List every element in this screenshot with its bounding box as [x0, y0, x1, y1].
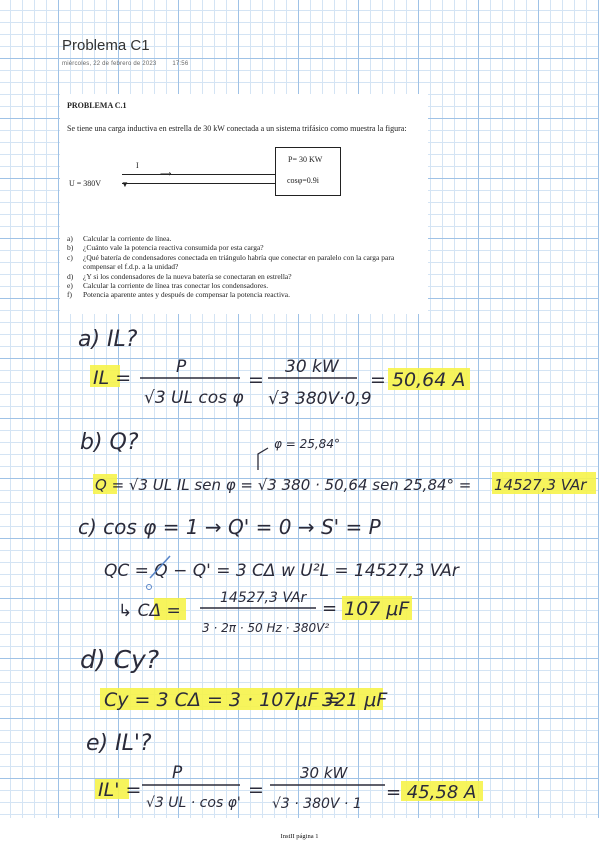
note-a-num2: 30 kW	[285, 357, 339, 377]
question-key: a)	[67, 234, 73, 243]
note-d-line: Cy = 3 CΔ = 3 · 107μF =	[104, 689, 341, 711]
load-power: P= 30 KW	[288, 155, 323, 164]
question-text: ¿Y si los condensadores de la nueva batería se conectaran en estrella?	[83, 271, 292, 281]
note-a-den: √3 UL cos φ	[144, 388, 244, 408]
note-e-den2: √3 · 380V · 1	[272, 796, 362, 812]
note-a-head: a) IL?	[78, 327, 138, 352]
note-a-lhs: IL =	[93, 367, 132, 389]
question-key: b)	[67, 243, 74, 253]
load-pf: cosφ=0.9i	[287, 176, 320, 185]
question-key: e)	[67, 281, 73, 291]
note-c-head: c) cos φ = 1 → Q' = 0 → S' = P	[78, 515, 381, 539]
note-c-den: 3 · 2π · 50 Hz · 380V²	[202, 621, 330, 635]
question-text: Calcular la corriente de línea.	[83, 234, 172, 243]
note-d-res: 321 μF	[322, 689, 388, 711]
question-text: Calcular la corriente de línea tras conectar los condensadores.	[83, 281, 269, 291]
question-key: f)	[67, 290, 72, 300]
note-b-head: b) Q?	[80, 430, 139, 455]
problem-heading: PROBLEMA C.1	[67, 101, 127, 110]
problem-intro: Se tiene una carga inductiva en estrella de 30 kW conectada a un sistema trifásico como muestra la figura:	[67, 124, 407, 133]
note-a-num: P	[176, 357, 187, 377]
note-e-num2: 30 kW	[300, 764, 348, 782]
note-c-res: 107 μF	[344, 598, 410, 620]
note-a-res: = 50,64 A	[370, 369, 466, 391]
question-text: ¿Qué batería de condensadores conectada en triángulo habría que conectar en paralelo con la carga para compensar el f.d.p. a la unidad?	[83, 252, 395, 272]
note-b-res: 14527,3 VAr	[494, 476, 587, 494]
question-text: ¿Cuánto vale la potencia reactiva consumida por esta carga?	[83, 243, 264, 253]
note-b-phi: φ = 25,84°	[274, 437, 340, 451]
note-e-head: e) IL'?	[86, 731, 152, 756]
note-c-eq: =	[322, 598, 338, 619]
note-e-num: P	[172, 763, 183, 783]
note-c-num: 14527,3 VAr	[220, 590, 307, 606]
note-e-lhs: IL' =	[98, 779, 142, 801]
current-label: I	[136, 161, 139, 170]
question-text: Potencia aparente antes y después de compensar la potencia reactiva.	[83, 290, 290, 300]
page-footer: InstII página 1	[280, 833, 319, 840]
note-b-line: Q = √3 UL IL sen φ = √3 380 · 50,64 sen 25,84° =	[95, 476, 472, 494]
note-e-den: √3 UL · cos φ'	[146, 795, 241, 811]
voltage-arrow: ▼	[121, 180, 129, 189]
note-e-eq: =	[248, 779, 264, 801]
note-a-den2: √3 380V·0,9	[268, 389, 372, 409]
current-arrow: ⟶	[160, 169, 172, 178]
note-a-eq: =	[248, 369, 264, 391]
note-e-res: = 45,58 A	[386, 782, 477, 803]
page-date: miércoles, 22 de febrero de 2023	[62, 61, 157, 67]
note-c-circle	[147, 585, 152, 590]
note-b-phi-arrow	[258, 448, 268, 470]
note-c-arrow: ↳ CΔ =	[118, 601, 181, 621]
page-title: Problema C1	[62, 37, 150, 54]
page-time: 17:56	[172, 61, 189, 67]
question-key: c)	[67, 252, 73, 262]
voltage-label: U = 380V	[69, 179, 102, 188]
question-key: d)	[67, 271, 74, 281]
note-d-head: d) Cy?	[80, 645, 160, 674]
note-c-line: QC = Q − Q' = 3 CΔ w U²L = 14527,3 VAr	[104, 561, 459, 581]
